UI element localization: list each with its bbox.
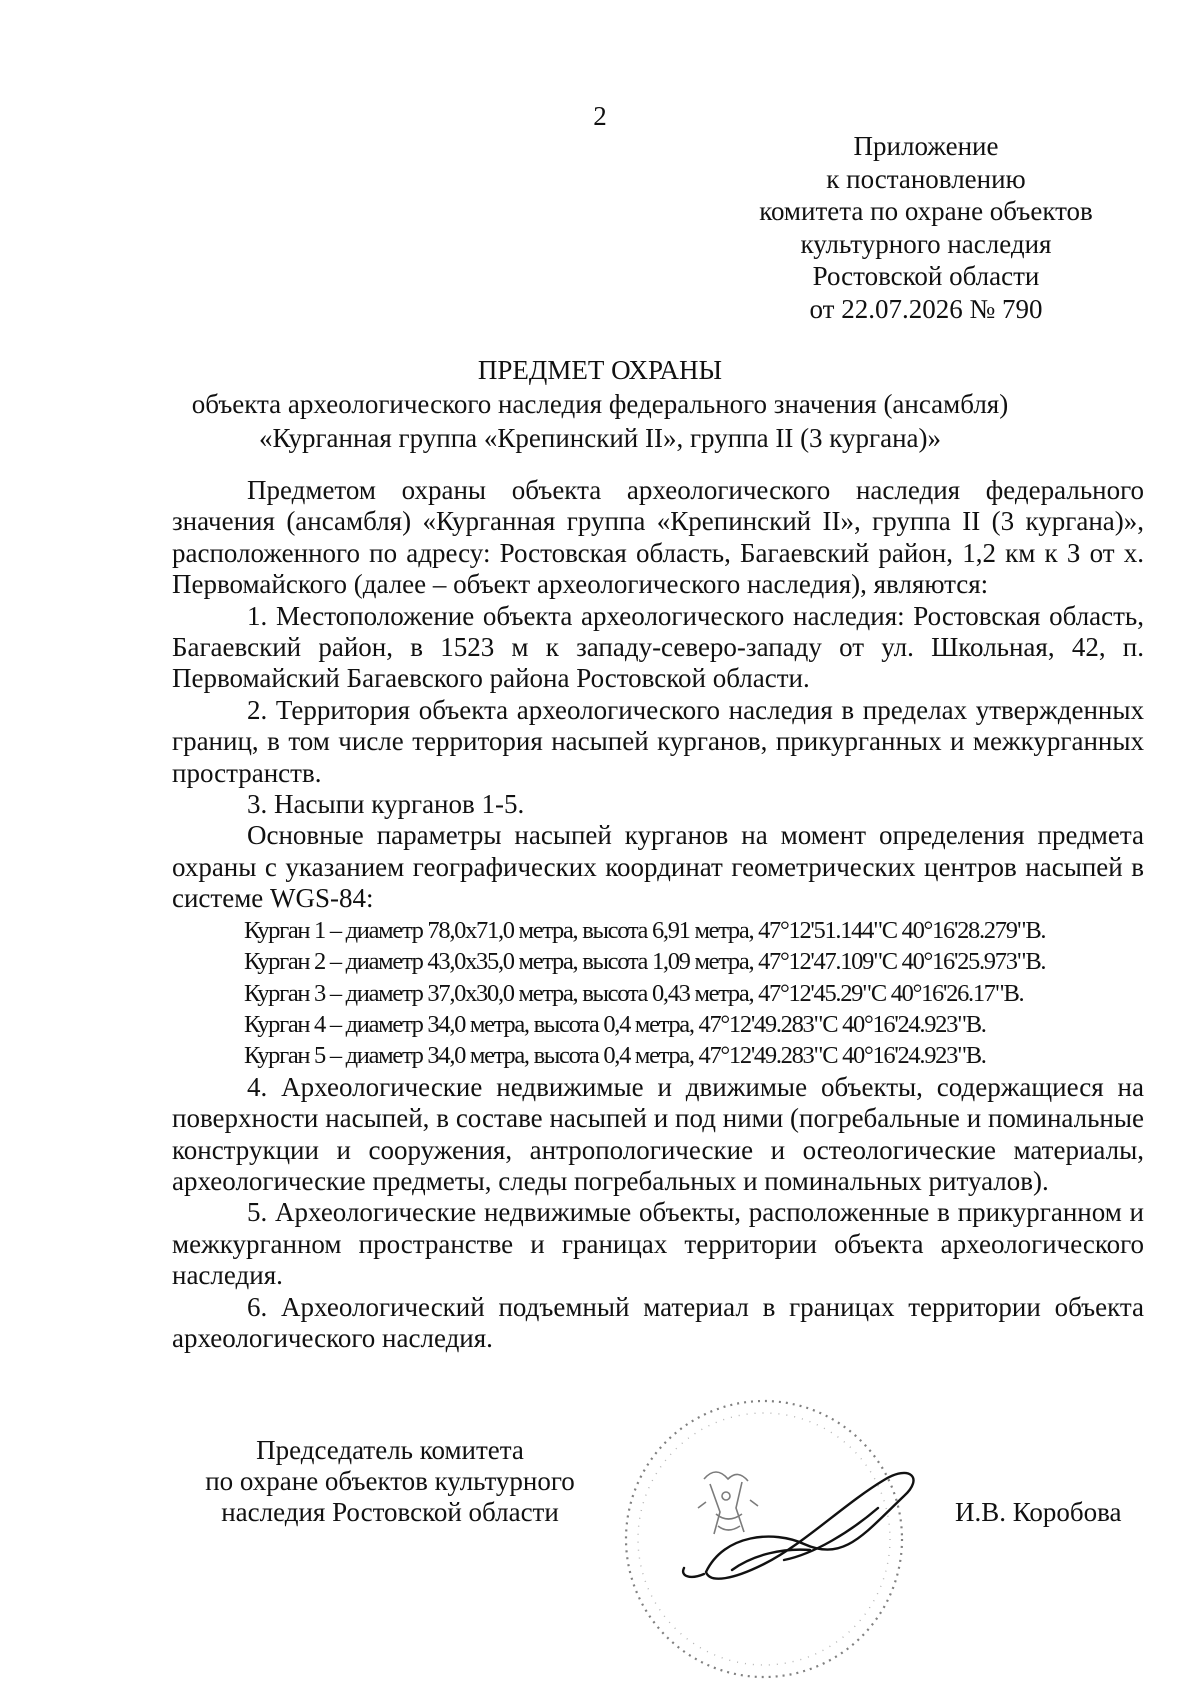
signer-name: И.В. Коробова <box>955 1497 1122 1527</box>
signer-position-line: по охране объектов культурного <box>205 1466 575 1496</box>
title-subtitle-line-1: объекта археологического наследия федерального значения (ансамбля) <box>191 389 1009 419</box>
appendix-line: культурного наследия <box>800 228 1052 259</box>
item-2-paragraph: 2. Территория объекта археологического наследия в пределах утвержденных границ, в том числе территория насыпей курганов, прикурганных и межкурганных пространств. <box>172 694 1144 788</box>
item-4-paragraph: 4. Археологические недвижимые и движимые объекты, содержащиеся на поверхности насыпей, в составе насыпей и под ними (погребальные и поминальные конструкции и сооружения, антропологические и остеологические материалы, археологические предметы, следы погребальных и поминальных ритуалов). <box>172 1071 1144 1196</box>
document-title <box>0 353 1200 455</box>
signer-position <box>180 1435 600 1528</box>
appendix-line: к постановлению <box>826 163 1026 194</box>
signer-position-line: наследия Ростовской области <box>221 1497 559 1527</box>
intro-paragraph: Предметом охраны объекта археологического наследия федерального значения (ансамбля) «Курганная группа «Крепинский II», группа II (3 кургана)», расположенного по адресу: Ростовская область, Багаевский район, 1,2 км к З от х. Первомайского (далее – объект археологического наследия), являются: <box>172 475 1144 600</box>
title-heading: ПРЕДМЕТ ОХРАНЫ <box>477 355 723 385</box>
appendix-line: комитета по охране объектов <box>759 196 1093 226</box>
appendix-line: Приложение <box>853 131 999 161</box>
official-stamp-and-signature <box>614 1384 924 1694</box>
document-body <box>172 475 1144 1354</box>
appendix-line: Ростовской области <box>812 261 1040 291</box>
signer-position-line: Председатель комитета <box>256 1435 524 1465</box>
appendix-header <box>736 130 1116 325</box>
mound-5-line: Курган 5 – диаметр 34,0 метра, высота 0,4 метра, 47°12'49.283"С 40°16'24.923"В. <box>244 1042 986 1070</box>
appendix-date-line: от 22.07.2026 № 790 <box>809 293 1043 324</box>
coat-of-arms-icon <box>698 1472 758 1534</box>
item-1-paragraph: 1. Местоположение объекта археологического наследия: Ростовская область, Багаевский район, в 1523 м к западу-северо-западу от ул. Школьная, 42, п. Первомайский Багаевского района Ростовской области. <box>172 600 1144 694</box>
params-intro-paragraph: Основные параметры насыпей курганов на момент определения предмета охраны с указанием географических координат геометрических центров насыпей в системе WGS-84: <box>172 820 1144 914</box>
title-subtitle-line-2: «Курганная группа «Крепинский II», группа II (3 кургана)» <box>258 423 942 453</box>
handwritten-signature <box>683 1473 913 1579</box>
mound-4-line: Курган 4 – диаметр 34,0 метра, высота 0,4 метра, 47°12'49.283"С 40°16'24.923"В. <box>244 1010 986 1038</box>
page-number: 2 <box>593 101 607 131</box>
item-5-paragraph: 5. Археологические недвижимые объекты, расположенные в прикурганном и межкурганном пространстве и границах территории объекта археологического наследия. <box>172 1197 1144 1291</box>
item-3-paragraph: 3. Насыпи курганов 1-5. <box>247 789 525 820</box>
mound-3-line: Курган 3 – диаметр 37,0х30,0 метра, высота 0,43 метра, 47°12'45.29"С 40°16'26.17"В. <box>244 979 1024 1007</box>
mound-2-line: Курган 2 – диаметр 43,0х35,0 метра, высота 1,09 метра, 47°12'47.109"С 40°16'25.973"В. <box>244 948 1046 976</box>
item-6-paragraph: 6. Археологический подъемный материал в границах территории объекта археологического наследия. <box>172 1291 1144 1353</box>
mound-1-line: Курган 1 – диаметр 78,0х71,0 метра, высота 6,91 метра, 47°12'51.144"С 40°16'28.279"В. <box>244 916 1046 944</box>
